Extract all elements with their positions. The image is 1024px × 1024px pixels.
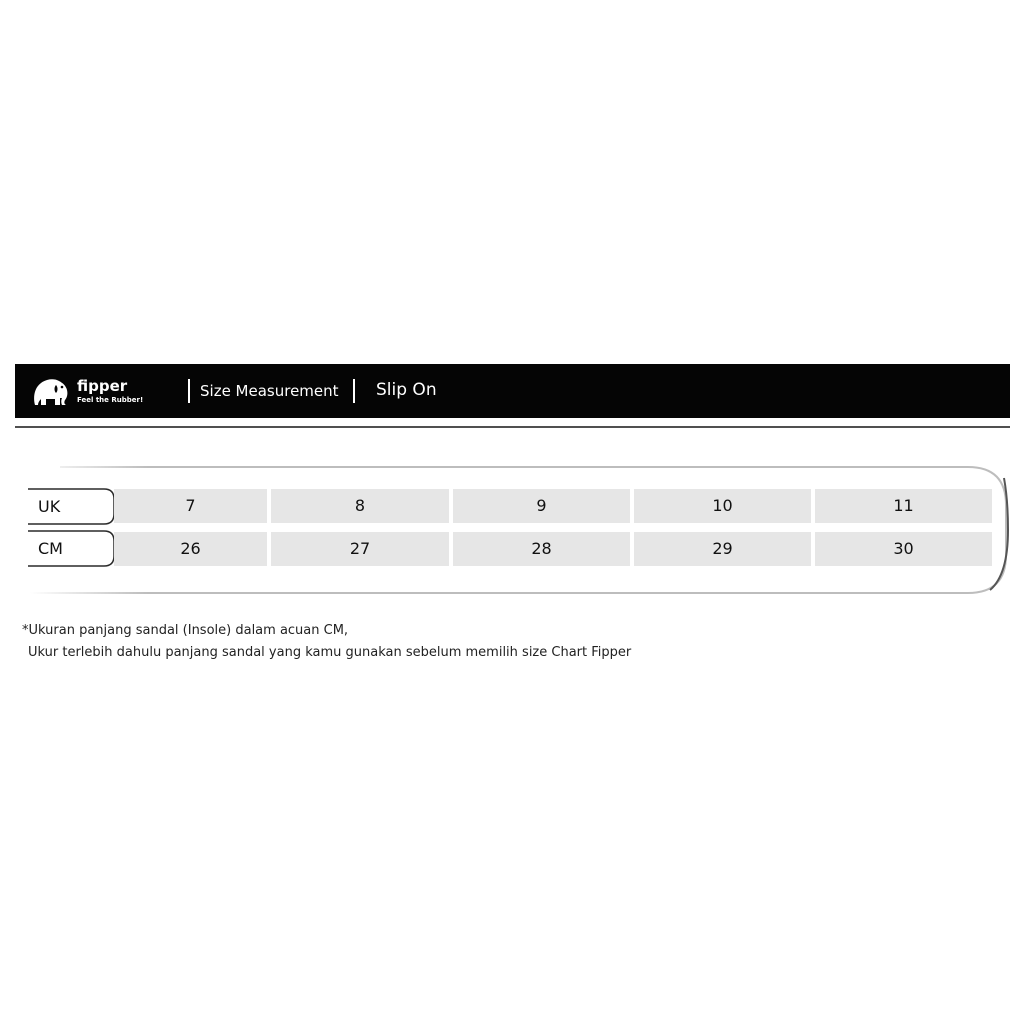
header-title: Slip On xyxy=(376,380,437,400)
size-cell-cm: 27 xyxy=(271,532,449,566)
row-label-uk: UK xyxy=(38,497,61,516)
size-cell-cm: 28 xyxy=(453,532,630,566)
size-cell-cm: 26 xyxy=(114,532,267,566)
size-cell-cm: 29 xyxy=(634,532,811,566)
size-cell-uk: 9 xyxy=(453,489,630,523)
header-divider xyxy=(188,379,190,403)
footnote-line-1: *Ukuran panjang sandal (Insole) dalam acuan CM, xyxy=(22,623,349,638)
size-cell-uk: 11 xyxy=(815,489,992,523)
header-underline xyxy=(15,426,1010,428)
row-label-cm: CM xyxy=(38,539,63,558)
footnote-line-2: Ukur terlebih dahulu panjang sandal yang kamu gunakan sebelum memilih size Chart Fipper xyxy=(28,645,632,660)
size-cell-uk: 10 xyxy=(634,489,811,523)
size-cell-cm: 30 xyxy=(815,532,992,566)
elephant-icon xyxy=(32,376,72,406)
brand-name: fipper xyxy=(77,377,128,395)
header-subtitle: Size Measurement xyxy=(200,382,339,400)
size-cell-uk: 8 xyxy=(271,489,449,523)
header-divider xyxy=(353,379,355,403)
header-bar xyxy=(15,364,1010,418)
brand-tagline: Feel the Rubber! xyxy=(77,396,144,404)
size-cell-uk: 7 xyxy=(114,489,267,523)
